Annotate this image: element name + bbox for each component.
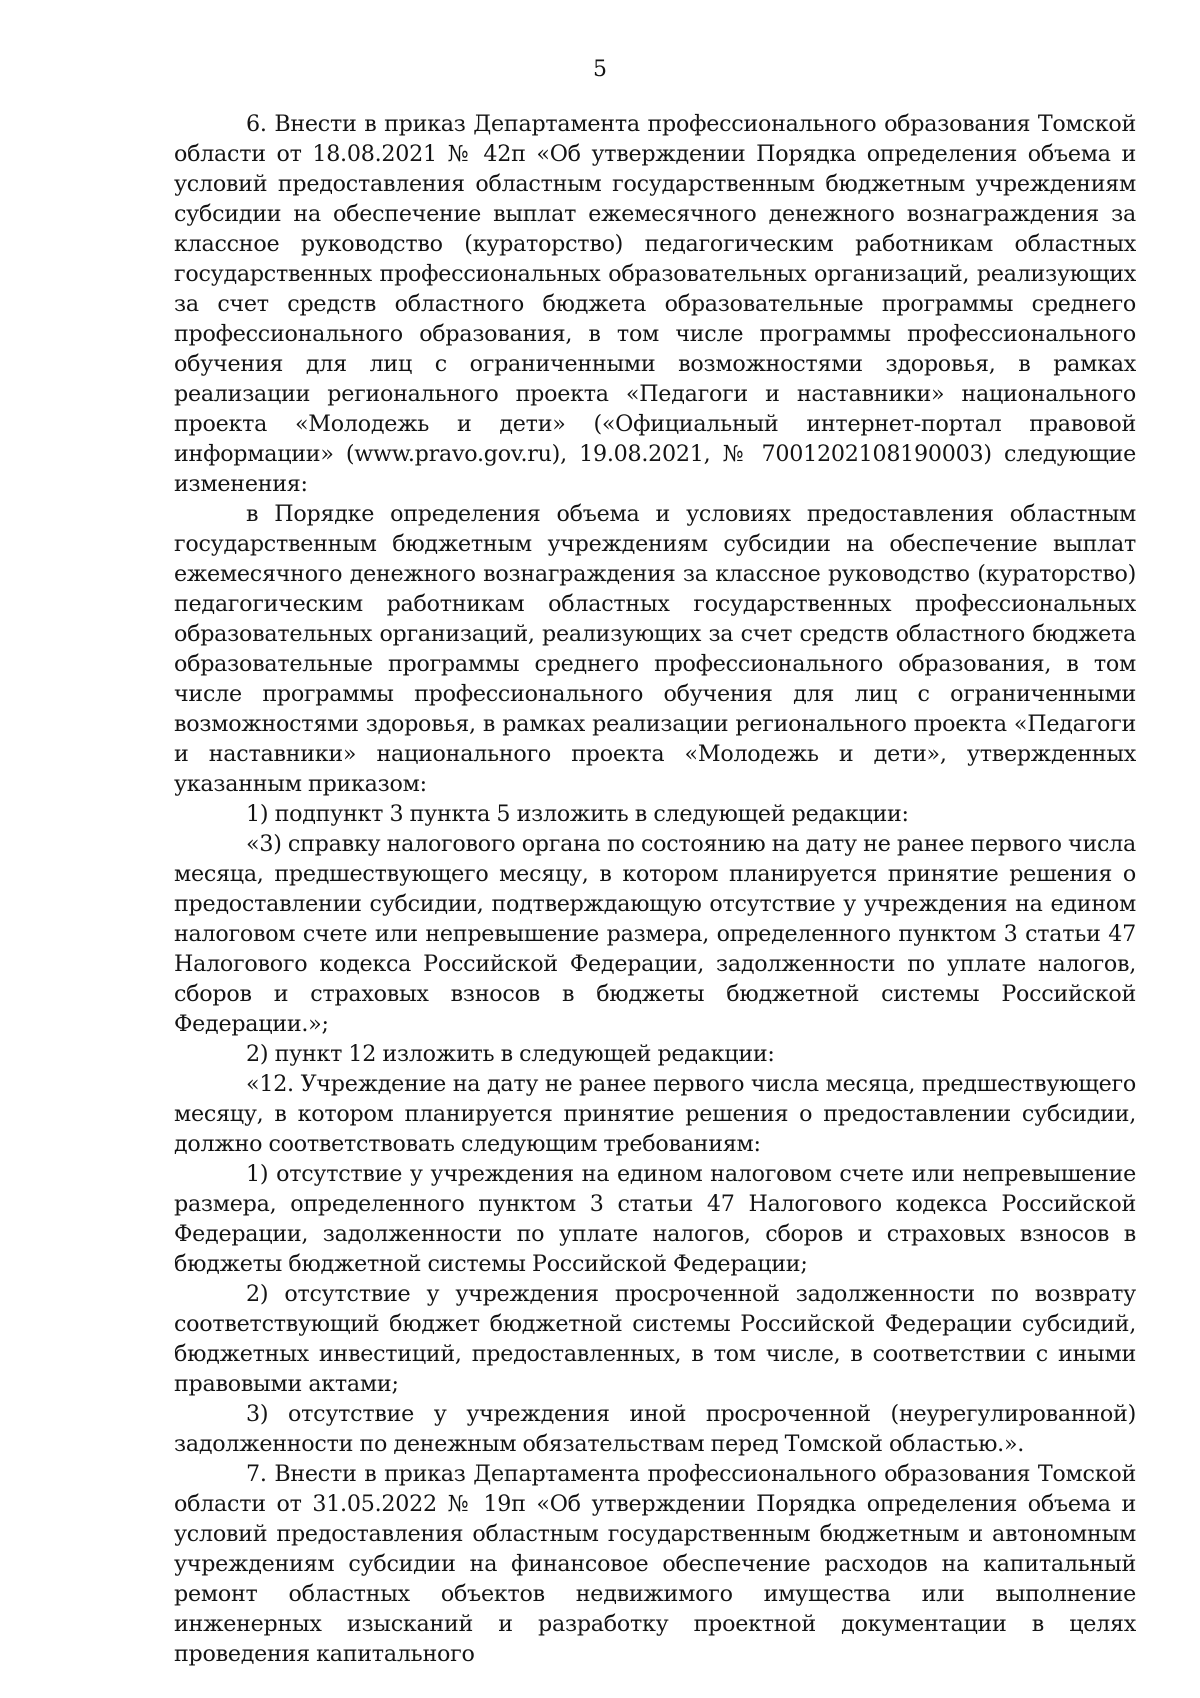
paragraph-quoted-subitem-3: «3) справку налогового органа по состоянию на дату не ранее первого числа месяца, предшествующего месяцу, в котором планируется принятие решения о предоставлении субсидии, подтверждающую отсутствие у учреждения на едином налоговом счете или непревышение размера, определенного пунктом 3 статьи 47 Налогового кодекса Российской Федерации, задолженности по уплате налогов, сборов и страховых взносов в бюджеты бюджетной системы Российской Федерации.»; (174, 831, 1136, 1037)
paragraph-subitem-2: 2) пункт 12 изложить в следующей редакции: (246, 1041, 775, 1067)
paragraph-requirement-1: 1) отсутствие у учреждения на едином налоговом счете или непревышение размера, определенного пунктом 3 статьи 47 Налогового кодекса Российской Федерации, задолженности по уплате налогов, сборов и страховых взносов в бюджеты бюджетной системы Российской Федерации; (174, 1161, 1136, 1277)
document-body (174, 109, 1136, 1669)
paragraph-subitem-1: 1) подпункт 3 пункта 5 изложить в следующей редакции: (246, 801, 909, 827)
page-number: 5 (593, 57, 607, 82)
paragraph-requirement-2: 2) отсутствие у учреждения просроченной задолженности по возврату соответствующий бюджет бюджетной системы Российской Федерации субсидий, бюджетных инвестиций, предоставленных, в том числе, в соответствии с иными правовыми актами; (174, 1281, 1136, 1397)
paragraph-quoted-item-12: «12. Учреждение на дату не ранее первого числа месяца, предшествующего месяцу, в котором планируется принятие решения о предоставлении субсидии, должно соответствовать следующим требованиям: (174, 1071, 1136, 1157)
paragraph-requirement-3: 3) отсутствие у учреждения иной просроченной (неурегулированной) задолженности по денежным обязательствам перед Томской областью.». (174, 1401, 1136, 1457)
paragraph-item-6: 6. Внести в приказ Департамента профессионального образования Томской области от 18.08.2021 № 42п «Об утверждении Порядка определения объема и условий предоставления областным государственным бюджетным учреждениям субсидии на обеспечение выплат ежемесячного денежного вознаграждения за классное руководство (кураторство) педагогическим работникам областных государственных профессиональных образовательных организаций, реализующих за счет средств областного бюджета образовательные программы среднего профессионального образования, в том числе программы профессионального обучения для лиц с ограниченными возможностями здоровья, в рамках реализации регионального проекта «Педагоги и наставники» национального проекта «Молодежь и дети» («Официальный интернет-портал правовой информации» (www.pravo.gov.ru), 19.08.2021, № 7001202108190003) следующие изменения: (174, 111, 1136, 497)
paragraph-order-changes: в Порядке определения объема и условиях предоставления областным государственным бюджетным учреждениям субсидии на обеспечение выплат ежемесячного денежного вознаграждения за классное руководство (кураторство) педагогическим работникам областных государственных профессиональных образовательных организаций, реализующих за счет средств областного бюджета образовательные программы среднего профессионального образования, в том числе программы профессионального обучения для лиц с ограниченными возможностями здоровья, в рамках реализации регионального проекта «Педагоги и наставники» национального проекта «Молодежь и дети», утвержденных указанным приказом: (174, 501, 1136, 797)
paragraph-item-7: 7. Внести в приказ Департамента профессионального образования Томской области от 31.05.2022 № 19п «Об утверждении Порядка определения объема и условий предоставления областным государственным бюджетным и автономным учреждениям субсидии на финансовое обеспечение расходов на капитальный ремонт областных объектов недвижимого имущества или выполнение инженерных изысканий и разработку проектной документации в целях проведения капитального (174, 1461, 1136, 1667)
